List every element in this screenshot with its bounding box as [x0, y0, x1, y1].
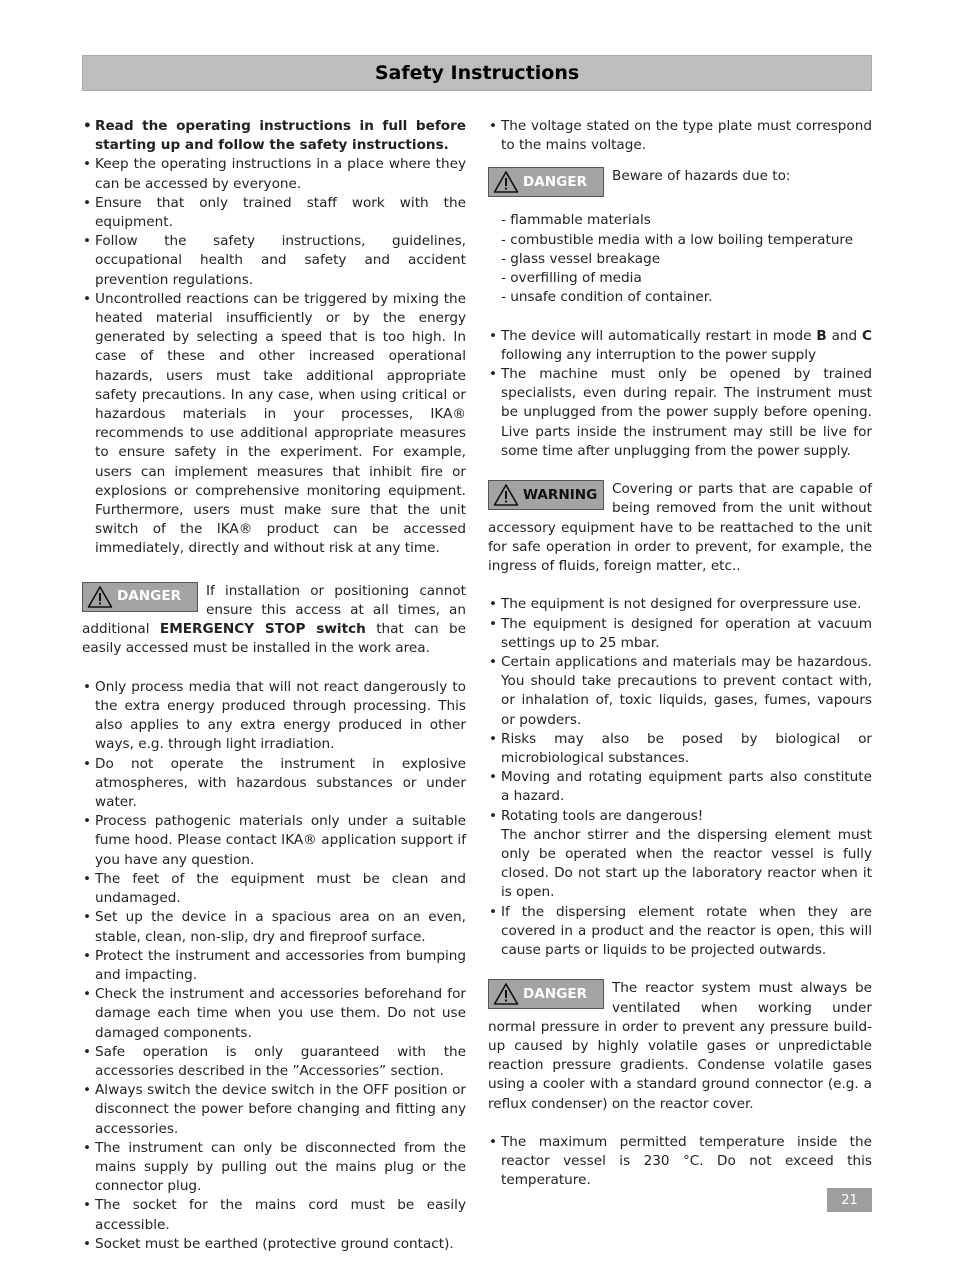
list-item: • Keep the operating instructions in a place where they can be accessed by everyone. — [82, 155, 466, 193]
danger-text: The reactor system must always be ventilated when working under normal pressure in order to prevent any pressure build-up caused by highly volatile gases or unpredictable reaction pressure gradients. Condense volatile gases using a cooler with a standard ground connector (e.g. a reflux condenser) on the reactor cover. — [488, 980, 872, 1112]
list-item: • The voltage stated on the type plate must correspond to the mains voltage. — [488, 117, 872, 155]
list-item: • Risks may also be posed by biological or microbiological substances. — [488, 730, 872, 768]
list-item: • The socket for the mains cord must be easily accessible. — [82, 1196, 466, 1234]
left-column — [82, 117, 466, 1254]
danger-badge — [82, 582, 198, 612]
list-item: • The feet of the equipment must be clean and undamaged. — [82, 870, 466, 908]
list-item: • Protect the instrument and accessories from bumping and impacting. — [82, 947, 466, 985]
list-item: • The instrument can only be disconnected from the mains supply by pulling out the mains plug or the connector plug. — [82, 1139, 466, 1197]
list-item: • Safe operation is only guaranteed with the accessories described in the ”Accessories” section. — [82, 1043, 466, 1081]
list-item: • If the dispersing element rotate when they are covered in a product and the reactor is open, this will cause parts or liquids to be projected outwards. — [488, 903, 872, 961]
warning-notice-covering — [488, 480, 872, 576]
right-bullet-list-c — [488, 327, 872, 461]
danger-notice-emergency-stop — [82, 582, 466, 659]
danger-label: DANGER — [117, 588, 182, 605]
list-item: • Read the operating instructions in full before starting up and follow the safety instructions. — [82, 117, 466, 155]
list-item: • Follow the safety instructions, guidelines, occupational health and safety and accident prevention regulations. — [82, 232, 466, 290]
list-item: • Check the instrument and accessories beforehand for damage each time when you use them. Do not use damaged components. — [82, 985, 466, 1043]
warning-badge — [488, 480, 604, 510]
list-item: • Do not operate the instrument in explosive atmospheres, with hazardous substances or under water. — [82, 755, 466, 813]
list-item: - flammable materials — [501, 211, 872, 230]
list-item: - overfilling of media — [501, 269, 872, 288]
warning-triangle-icon — [87, 585, 113, 609]
warning-triangle-icon — [493, 483, 519, 507]
right-column — [488, 117, 872, 1191]
list-item: • Rotating tools are dangerous! The anchor stirrer and the dispersing element must only be operated when the reactor vessel is fully closed. Do not start up the laboratory reactor when it is open. — [488, 807, 872, 903]
page-title: Safety Instructions — [374, 62, 580, 84]
list-item: - glass vessel breakage — [501, 250, 872, 269]
list-item: • Always switch the device switch in the OFF position or disconnect the power before changing and fitting any accessories. — [82, 1081, 466, 1139]
danger-label: DANGER — [523, 173, 588, 190]
list-item: • The maximum permitted temperature inside the reactor vessel is 230 °C. Do not exceed this temperature. — [488, 1133, 872, 1191]
danger-badge — [488, 167, 604, 197]
danger-notice-ventilation — [488, 979, 872, 1113]
warning-label: WARNING — [523, 486, 598, 503]
list-item: • The device will automatically restart in mode B and C following any interruption to the power supply — [488, 327, 872, 365]
list-item: • Set up the device in a spacious area on an even, stable, clean, non-slip, dry and fireproof surface. — [82, 908, 466, 946]
warning-text: Covering or parts that are capable of being removed from the unit without accessory equipment have to be reattached to the unit for safe operation in order to prevent, for example, the ingress of fluids, foreign matter, etc.. — [488, 481, 872, 575]
warning-triangle-icon — [493, 170, 519, 194]
danger-text: Beware of hazards due to: — [612, 168, 791, 185]
page-number: 21 — [827, 1188, 872, 1212]
right-bullet-temp — [488, 1133, 872, 1191]
right-bullet-voltage — [488, 117, 872, 155]
list-item: • Process pathogenic materials only under a suitable fume hood. Please contact IKA® application support if you have any question. — [82, 812, 466, 870]
list-item: • The equipment is not designed for overpressure use. — [488, 595, 872, 614]
list-item: - combustible media with a low boiling temperature — [501, 231, 872, 250]
list-item: • Moving and rotating equipment parts also constitute a hazard. — [488, 768, 872, 806]
list-item: • Socket must be earthed (protective ground contact). — [82, 1235, 466, 1254]
hazard-list — [488, 211, 872, 307]
left-bullet-list-b — [82, 678, 466, 1254]
left-bullet-list-a — [82, 117, 466, 559]
right-bullet-list-d — [488, 595, 872, 960]
list-item: • Ensure that only trained staff work with the equipment. — [82, 194, 466, 232]
list-item: • Uncontrolled reactions can be triggered by mixing the heated material insufficiently or by the energy generated by selecting a speed that is too high. In case of these and other increased operational hazards, users must take additional appropriate safety precautions. In any case, when using critical or hazardous materials in your processes, IKA® recommends to use additional appropriate measures to ensure safety in the experiment. For example, users can implement measures that inhibit fire or explosions or comprehensive monitoring equipment. Furthermore, users must make sure that the unit switch of the IKA® product can be accessed immediately, directly and without risk at any time. — [82, 290, 466, 559]
warning-triangle-icon — [493, 982, 519, 1006]
title-bar — [82, 55, 872, 91]
danger-text: If installation or positioning cannot ensure this access at all times, an additional EMERGENCY STOP switch that can be easily accessed must be installed in the work area. — [82, 582, 466, 657]
list-item: • The machine must only be opened by trained specialists, even during repair. The instrument must be unplugged from the power supply before opening. Live parts inside the instrument may still be live for some time after unplugging from the power supply. — [488, 365, 872, 461]
danger-badge — [488, 979, 604, 1009]
list-item: • Only process media that will not react dangerously to the extra energy produced through processing. This also applies to any extra energy produced in other ways, e.g. through light irradiation. — [82, 678, 466, 755]
list-item: • The equipment is designed for operation at vacuum settings up to 25 mbar. — [488, 615, 872, 653]
danger-label: DANGER — [523, 985, 588, 1002]
list-item: - unsafe condition of container. — [501, 288, 872, 307]
danger-notice-hazards — [488, 167, 872, 199]
list-item: • Certain applications and materials may be hazardous. You should take precautions to prevent contact with, or inhalation of, toxic liquids, gases, fumes, vapours or powders. — [488, 653, 872, 730]
